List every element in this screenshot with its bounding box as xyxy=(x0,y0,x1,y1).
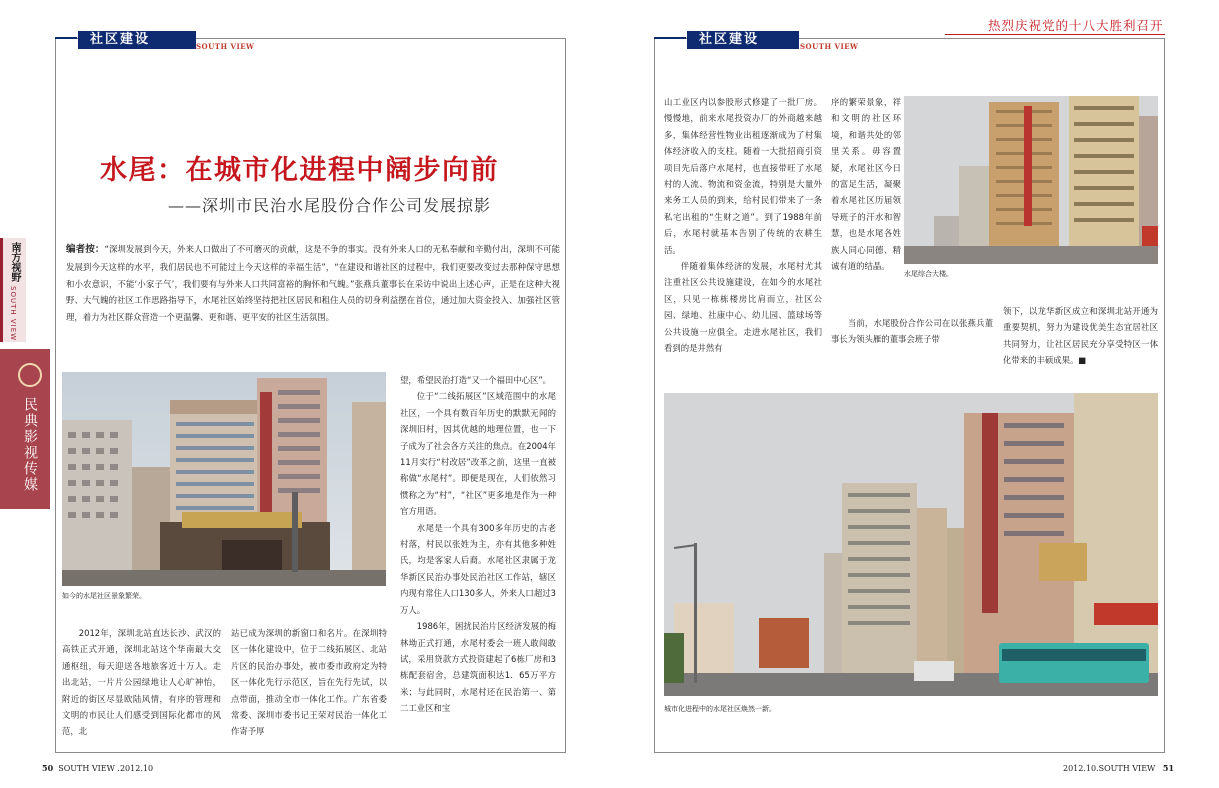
right-footer xyxy=(1063,763,1174,773)
editor-note-label: 编者按： xyxy=(66,244,105,255)
side-brand-text: 民典影视传媒 xyxy=(22,397,38,493)
left-column-right xyxy=(400,372,556,717)
left-footer-text: SOUTH VIEW .2012.10 xyxy=(58,764,154,773)
paragraph: 2012年，深圳北站直达长沙、武汉的高铁正式开通，深圳北站这个华南最大交通枢纽，每天迎送各地旅客近十万人。走出北站，一片片公园绿地让人心旷神怡，附近的街区尽显欧陆风情，有序的管理和文明的市民让人们感受到国际化都市的风范，北 xyxy=(62,628,221,737)
right-column-2b xyxy=(831,315,993,348)
paragraph: 水尾是一个具有300多年历史的古老村落，村民以张姓为主，亦有其他多种姓氏，均是客家人后裔。水尾社区隶属于龙华新区民治办事处民治社区工作站，辖区内现有常住人口130多人，外来人口超过3万人。 xyxy=(400,522,556,615)
side-tab-text: SOUTH VIEW xyxy=(9,286,17,342)
tower-photo-illustration xyxy=(904,96,1158,264)
right-photo-bottom-caption: 城市化进程中的水尾社区焕然一新。 xyxy=(664,705,776,713)
right-photo-top-caption: 水尾综合大楼。 xyxy=(904,270,953,278)
right-column-3 xyxy=(1003,303,1158,369)
right-header-rule xyxy=(654,37,686,39)
paragraph: 位于“二线拓展区”区域范围中的水尾社区，一个具有数百年历史的默默无闻的深圳旧村，因其优越的地理位置，也一下子成为了社会各方关注的焦点。在2004年11月实行“村改居”改革之前，这里一直被称做“水尾村”。即便是现在，人们依然习惯称之为“村”，“社区”更多地是作为一种官方用语。 xyxy=(400,391,556,517)
article-subtitle: ——深圳市民治水尾股份合作公司发展掠影 xyxy=(168,196,492,215)
right-column-2 xyxy=(831,94,901,274)
left-photo-caption: 如今的水尾社区景象繁荣。 xyxy=(62,592,146,600)
brand-logo-icon xyxy=(18,363,42,387)
paragraph: 伴随着集体经济的发展，水尾村尤其注重社区公共设施建设，在如今的水尾社区，只见一栋栋楼房比肩而立，社区公园、绿地、社康中心、幼儿园、篮球场等公共设施一应俱全。走进水尾社区，我们看到的是井然有 xyxy=(664,261,822,354)
right-photo-top xyxy=(904,96,1158,264)
banner-text: 热烈庆祝党的十八大胜利召开 xyxy=(988,18,1164,33)
editor-note xyxy=(66,241,560,326)
right-footer-text: 2012.10.SOUTH VIEW xyxy=(1063,764,1156,773)
paragraph: 山工业区内以参股形式修建了一批厂房。慢慢地，前来水尾投资办厂的外商越来越多，集体经营性物业出租逐渐成为了村集体经济收入的支柱。随着一大批招商引资项目先后落户水尾村，也直接带旺了水尾村的人流、物流和资金流，特别是大量外来务工人员的到来，给村民们带来了一条私宅出租的“生财之道”。到了1988年前后，水尾村就基本告别了传统的农耕生活。 xyxy=(664,97,822,255)
side-tab-top-text: 南方视野 xyxy=(9,242,20,282)
paragraph: 领下，以龙华新区成立和深圳北站开通为重要契机，努力为建设优美生态宜居社区共同努力，让社区居民充分享受特区一体化带来的丰硕成果。■ xyxy=(1003,306,1158,366)
paragraph: 站已成为深圳的新窗口和名片。在深圳特区一体化建设中，位于二线拓展区、北站片区的民治办事处，被市委市政府定为特区一体化先行示范区，旨在先行先试，以点带面，推动全市一体化工作。广东省委常委、深圳市委书记王荣对民治一体化工作寄予厚 xyxy=(231,628,387,737)
right-page-number: 51 xyxy=(1162,763,1175,773)
right-section-sub: SOUTH VIEW xyxy=(800,42,859,51)
banner-rule xyxy=(945,34,1165,35)
left-column-bottom-mid xyxy=(231,625,387,740)
left-page-number: 50 xyxy=(42,763,54,773)
street-photo-illustration xyxy=(664,393,1158,696)
left-header-rule xyxy=(55,37,77,39)
left-photo xyxy=(62,372,386,586)
side-tab-south-view xyxy=(0,238,26,342)
article-title: 水尾：在城市化进程中阔步向前 xyxy=(100,155,499,186)
editor-note-text: “深圳发展到今天，外来人口做出了不可磨灭的贡献，这是不争的事实。没有外来人口的无私奉献和辛勤付出，深圳不可能发展到今天这样的水平，我们居民也不可能过上今天这样的幸福生活”，“在建设和谐社区的过程中，我们更要改变过去那种保守思想和小农意识，不能‘小家子气’，我们要有与外来人口共同富裕的胸怀和气魄。”张燕兵董事长在采访中说出上述心声，正是在这种大视野、大气魄的社区工作思路指导下，水尾社区始终坚持把社区居民和租住人员的切身利益摆在首位，通过加大资金投入、加强社区管理，着力为社区群众营造一个更温馨、更和谐、更平安的社区生活氛围。 xyxy=(66,244,560,323)
paragraph: 1986年，困扰民治片区经济发展的梅林坳正式打通，水尾村委会一班人敢闯敢试，采用贷款方式投资建起了6栋厂房和3栋配套宿舍，总建筑面积达1．65万平方米；与此同时，水尾村还在民治第一、第二工业区和宝 xyxy=(400,621,556,714)
paragraph: 当前，水尾股份合作公司在以张燕兵董事长为领头雁的董事会班子带 xyxy=(831,318,993,345)
side-brand-tab xyxy=(0,349,50,509)
left-section-sub: SOUTH VIEW xyxy=(196,42,255,51)
paragraph: 望，希望民治打造“又一个福田中心区”。 xyxy=(400,375,552,385)
left-section-tag: 社区建设 xyxy=(78,31,196,49)
right-column-1 xyxy=(664,94,822,357)
left-footer xyxy=(42,763,153,773)
right-photo-bottom xyxy=(664,393,1158,696)
left-column-bottom-left xyxy=(62,625,221,740)
paragraph: 序的繁荣景象，祥和文明的社区环境，和谐共处的邻里关系。毋容置疑，水尾社区今日的富足生活，凝聚着水尾社区历届领导班子的汗水和智慧，也是水尾各姓族人同心同德、精诚有道的结晶。 xyxy=(831,97,901,272)
right-section-tag: 社区建设 xyxy=(687,31,799,49)
building-photo-illustration xyxy=(62,372,386,586)
